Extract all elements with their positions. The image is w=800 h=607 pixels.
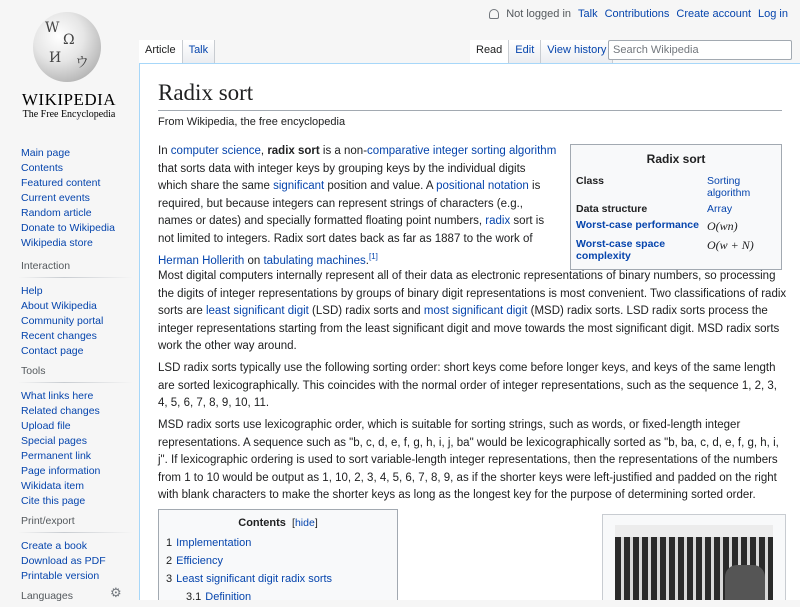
tab-edit-link[interactable]: Edit <box>515 44 535 56</box>
toc-number: 2 <box>166 555 173 567</box>
sidebar-item-main-page[interactable]: Main page <box>21 147 71 159</box>
infobox-row-worst-time <box>575 217 777 236</box>
toc-item[interactable] <box>166 537 251 549</box>
toc-link[interactable]: Efficiency <box>176 555 223 567</box>
link-tabulating-machines[interactable]: tabulating machines <box>263 254 366 267</box>
link-integer[interactable]: integer <box>432 145 469 157</box>
sidebar-item-download-as-pdf[interactable]: Download as PDF <box>21 555 106 567</box>
sidebar-item-contact-page[interactable]: Contact page <box>21 345 84 357</box>
infobox-label: Class <box>576 175 605 187</box>
text: is a non- <box>319 145 368 157</box>
tab-article[interactable]: Article <box>139 40 183 64</box>
view-tabs <box>470 40 613 64</box>
sidebar-item-wikidata-item[interactable]: Wikidata item <box>21 480 85 492</box>
sidebar-print-export <box>21 515 133 584</box>
link-comparative[interactable]: comparative <box>367 145 430 157</box>
site-tagline: From Wikipedia, the free encyclopedia <box>158 116 346 128</box>
infobox-value: O(w + N) <box>707 238 754 252</box>
talk-link[interactable]: Talk <box>578 8 598 20</box>
sidebar-item-cite-this-page[interactable]: Cite this page <box>21 495 86 507</box>
tab-talk[interactable] <box>183 40 216 64</box>
sidebar-item-what-links-here[interactable]: What links here <box>21 390 94 402</box>
sidebar-item-printable-version[interactable]: Printable version <box>21 570 100 582</box>
sidebar-item-wikipedia-store[interactable]: Wikipedia store <box>21 237 93 249</box>
infobox-title: Radix sort <box>646 152 706 166</box>
sidebar-navigation <box>21 146 133 251</box>
tab-view-history[interactable] <box>541 40 613 64</box>
sidebar-item-featured-content[interactable]: Featured content <box>21 177 101 189</box>
sidebar-heading-tools: Tools <box>21 365 46 377</box>
sidebar-item-random-article[interactable]: Random article <box>21 207 92 219</box>
text: , <box>260 145 268 157</box>
toc-link[interactable]: Least significant digit radix sorts <box>176 573 333 585</box>
logo-wordmark: WIKIPEDIA <box>21 90 117 109</box>
sidebar-heading-interaction: Interaction <box>21 260 71 272</box>
sidebar-item-page-information[interactable]: Page information <box>21 465 101 477</box>
user-icon <box>489 9 499 19</box>
text: sort is not limited to integers. Radix sort dates back as far as 1887 to the work of <box>158 215 545 245</box>
sidebar-item-upload-file[interactable]: Upload file <box>21 420 71 432</box>
contributions-link[interactable]: Contributions <box>604 8 670 20</box>
text: . <box>365 254 369 267</box>
bold-term: radix sort <box>267 145 320 157</box>
toc-item[interactable] <box>186 591 251 600</box>
sidebar-item-related-changes[interactable]: Related changes <box>21 405 100 417</box>
sidebar-divider <box>18 277 133 278</box>
toc-title: Contents [hide] <box>238 517 318 529</box>
gear-icon[interactable]: ⚙ <box>110 585 122 600</box>
toc-link[interactable]: Definition <box>205 591 252 600</box>
text: is required, but because integers can represent strings of characters (e.g., names or dates) and specially formatted floating point numbers, <box>158 180 541 227</box>
infobox-value: O(wn) <box>707 219 738 233</box>
toc-hide-link[interactable]: hide <box>294 517 315 529</box>
sidebar-item-donate-to-wikipedia[interactable]: Donate to Wikipedia <box>21 222 115 234</box>
puzzle-globe-icon <box>33 12 101 82</box>
sidebar-item-community-portal[interactable]: Community portal <box>21 315 104 327</box>
text: (MSD) radix sorts. LSD radix sorts process the integer representations starting from the least significant digit and move towards the most significant digit. MSD radix sorts work the other way around. <box>158 305 780 352</box>
link-computer-science[interactable]: computer science <box>170 145 261 157</box>
toc-link[interactable]: Implementation <box>176 537 252 549</box>
logo-tagline: The Free Encyclopedia <box>22 109 116 120</box>
tab-view-history-link[interactable]: View history <box>547 44 607 56</box>
paragraph-intro <box>158 143 558 270</box>
text: (LSD) radix sorts and <box>308 305 424 317</box>
create-account-link[interactable]: Create account <box>676 8 752 20</box>
tab-edit[interactable] <box>509 40 541 64</box>
logo-glyph: ウ <box>75 55 89 71</box>
sidebar-divider <box>18 382 133 383</box>
infobox-row-class <box>575 173 777 201</box>
text: In <box>158 145 171 157</box>
table-of-contents <box>158 509 398 600</box>
link-array[interactable]: Array <box>707 203 733 215</box>
infobox <box>570 144 782 270</box>
sidebar-item-permanent-link[interactable]: Permanent link <box>21 450 92 462</box>
infobox-label: Data structure <box>576 203 648 215</box>
infobox-row-data-structure <box>575 201 777 217</box>
link-significant[interactable]: significant <box>273 180 325 192</box>
paragraph-representation <box>158 268 788 356</box>
search-input[interactable]: Search Wikipedia <box>608 40 792 60</box>
article-content <box>139 63 800 600</box>
page-title: Radix sort <box>158 80 782 111</box>
login-link[interactable]: Log in <box>758 8 788 20</box>
text: Most digital computers internally represent all of their data as electronic representations of binary numbers, so processing the digits of integer representations by groups of binary digit representations is most convenient. Two classifications of radix sorts are <box>158 270 787 317</box>
paragraph-lsd: LSD radix sorts typically use the following sorting order: short keys come before longer keys, and keys of the same length are sorted lexicographically. This coincides with the normal order of integer representations, such as the sequence 1, 2, 3, 4, 5, 6, 7, 8, 9, 10, 11. <box>158 362 777 409</box>
toc-number: 1 <box>166 537 173 549</box>
logo-glyph: W <box>45 20 60 36</box>
sidebar-tools <box>21 365 133 509</box>
link-radix[interactable]: radix <box>485 215 511 227</box>
tab-read[interactable]: Read <box>470 40 509 64</box>
hollerith-machine-image[interactable] <box>615 525 773 600</box>
personal-tools <box>489 8 788 20</box>
sidebar-item-special-pages[interactable]: Special pages <box>21 435 87 447</box>
not-logged-in-text: Not logged in <box>506 8 572 20</box>
tab-talk-link[interactable]: Talk <box>188 44 209 56</box>
link-most-significant-digit[interactable]: most significant digit <box>423 305 528 317</box>
logo-glyph: И <box>49 50 62 66</box>
sidebar-item-help[interactable]: Help <box>21 285 43 297</box>
sidebar-interaction <box>21 260 133 359</box>
infobox-row-worst-space <box>575 236 777 264</box>
toc-item[interactable] <box>166 573 332 585</box>
namespace-tabs <box>139 40 215 64</box>
sidebar-item-current-events[interactable]: Current events <box>21 192 90 204</box>
sidebar-item-about-wikipedia[interactable]: About Wikipedia <box>21 300 97 312</box>
toc-item[interactable] <box>166 555 223 567</box>
paragraph-msd: MSD radix sorts use lexicographic order, which is suitable for sorting strings, such as words, or fixed-length integer representations. A sequence such as "b, c, d, e, f, g, h, i, j, ba" would be lexicographically sorted as "b, ba, c, d, e, f, g, h, i, j". If lexicographic ordering is used to sort variable-length integer representations, then the representations of the numbers from 1 to 10 would be output as 1, 10, 2, 3, 4, 5, 6, 7, 8, 9, as if the shorter keys were left-justified and padded on the right with blank characters to make the shorter keys as long as the longest key for the purpose of determining sorted order. <box>158 419 779 501</box>
text: that sorts data with integer keys by grouping keys by the individual digits which share the same <box>158 162 526 192</box>
text: position and value. A <box>324 180 437 192</box>
toc-number: 3 <box>166 573 173 585</box>
text: on <box>244 254 264 267</box>
link-positional-notation[interactable]: positional notation <box>436 180 529 192</box>
link-worst-case-space-complexity[interactable]: Worst-case space complexity <box>576 238 666 262</box>
link-sorting-algorithm[interactable]: sorting algorithm <box>471 145 557 157</box>
toc-number: 3.1 <box>186 591 202 600</box>
link-worst-case-performance[interactable]: Worst-case performance <box>576 219 699 231</box>
thumbnail[interactable] <box>602 514 786 600</box>
sidebar-item-contents[interactable]: Contents <box>21 162 64 174</box>
link-herman-hollerith[interactable]: Herman Hollerith <box>158 254 245 267</box>
link-sorting-algorithm-infobox[interactable]: Sorting algorithm <box>707 175 751 199</box>
toc-heading: Contents <box>238 517 286 529</box>
sidebar-heading-languages: Languages <box>21 590 73 602</box>
reference-link[interactable]: [1] <box>368 252 378 261</box>
wikipedia-logo[interactable] <box>0 0 138 130</box>
link-least-significant-digit[interactable]: least significant digit <box>205 305 309 317</box>
sidebar-item-create-a-book[interactable]: Create a book <box>21 540 87 552</box>
sidebar-divider <box>18 532 133 533</box>
sidebar-heading-print-export: Print/export <box>21 515 75 527</box>
sidebar-item-recent-changes[interactable]: Recent changes <box>21 330 97 342</box>
logo-glyph: Ω <box>63 32 75 48</box>
